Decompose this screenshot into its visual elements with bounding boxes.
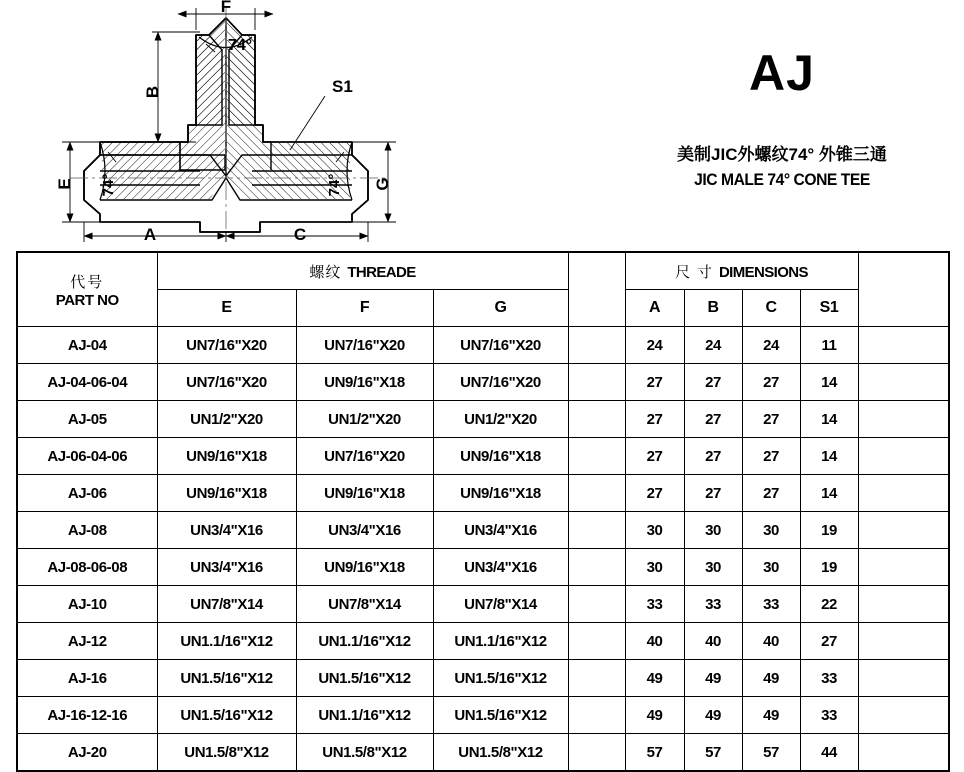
cell-dim-s1: 33: [800, 697, 858, 734]
dim-label-b: B: [143, 85, 162, 99]
trailing-column-header: [858, 252, 949, 327]
series-code: AJ: [749, 45, 815, 101]
cell-thread-g: UN1.5/8"X12: [433, 734, 568, 772]
dim-label-g: G: [373, 177, 392, 191]
header-dim-c: C: [742, 290, 800, 327]
cell-thread-f: UN3/4"X16: [296, 512, 433, 549]
header-thread-f: F: [296, 290, 433, 327]
cell-dim-s1: 27: [800, 623, 858, 660]
cell-dim-s1: 14: [800, 475, 858, 512]
cell-spacer: [568, 327, 625, 364]
cell-thread-e: UN1.5/16"X12: [157, 660, 296, 697]
callout-label-s1: S1: [332, 77, 353, 96]
cell-thread-f: UN7/16"X20: [296, 438, 433, 475]
table-subheader-row: [17, 290, 949, 327]
cell-part-no: AJ-04-06-04: [17, 364, 157, 401]
cell-dim-a: 40: [625, 623, 684, 660]
cell-thread-f: UN1/2"X20: [296, 401, 433, 438]
cell-trailing: [858, 327, 949, 364]
cell-spacer: [568, 364, 625, 401]
cell-spacer: [568, 401, 625, 438]
cell-dim-c: 27: [742, 438, 800, 475]
cell-trailing: [858, 734, 949, 772]
table-row: [17, 401, 949, 438]
table-row: [17, 327, 949, 364]
cell-dim-c: 57: [742, 734, 800, 772]
table-row: [17, 549, 949, 586]
header-part-no-cn: 代号: [70, 272, 105, 291]
cell-dim-b: 40: [684, 623, 742, 660]
cell-dim-s1: 22: [800, 586, 858, 623]
cell-dim-c: 33: [742, 586, 800, 623]
cell-dim-b: 49: [684, 697, 742, 734]
cell-dim-a: 24: [625, 327, 684, 364]
cell-dim-a: 27: [625, 475, 684, 512]
cell-spacer: [568, 438, 625, 475]
cell-thread-f: UN9/16"X18: [296, 549, 433, 586]
cell-dim-s1: 19: [800, 549, 858, 586]
table-row: [17, 660, 949, 697]
table-row: [17, 512, 949, 549]
cell-part-no: AJ-06-04-06: [17, 438, 157, 475]
cell-dim-c: 27: [742, 401, 800, 438]
cell-dim-c: 27: [742, 475, 800, 512]
cell-trailing: [858, 586, 949, 623]
dim-label-a: A: [143, 225, 157, 244]
header-dim-s1: S1: [800, 290, 858, 327]
cell-dim-c: 49: [742, 697, 800, 734]
cell-spacer: [568, 623, 625, 660]
spacer-column-header: [568, 252, 625, 327]
cell-thread-e: UN7/16"X20: [157, 327, 296, 364]
cell-thread-g: UN3/4"X16: [433, 549, 568, 586]
dim-label-e: E: [55, 178, 74, 190]
cell-dim-s1: 33: [800, 660, 858, 697]
cell-thread-g: UN9/16"X18: [433, 438, 568, 475]
cell-thread-f: UN1.1/16"X12: [296, 697, 433, 734]
header-dimensions-group: [625, 252, 858, 290]
header-thread-group-cn: 螺纹: [309, 262, 342, 281]
cell-part-no: AJ-10: [17, 586, 157, 623]
cell-dim-a: 27: [625, 438, 684, 475]
cell-thread-e: UN1.5/8"X12: [157, 734, 296, 772]
cell-part-no: AJ-05: [17, 401, 157, 438]
cell-dim-a: 27: [625, 364, 684, 401]
header-dimensions-group-cn: 尺 寸: [675, 262, 713, 281]
header-dimensions-group-en: DIMENSIONS: [718, 263, 808, 281]
header-dim-b: B: [684, 290, 742, 327]
cell-trailing: [858, 660, 949, 697]
cell-dim-b: 30: [684, 549, 742, 586]
cell-part-no: AJ-08-06-08: [17, 549, 157, 586]
cell-spacer: [568, 734, 625, 772]
table-row: [17, 438, 949, 475]
cell-dim-s1: 44: [800, 734, 858, 772]
cell-dim-a: 27: [625, 401, 684, 438]
cell-dim-a: 30: [625, 512, 684, 549]
cell-dim-c: 40: [742, 623, 800, 660]
cell-dim-c: 27: [742, 364, 800, 401]
cell-trailing: [858, 475, 949, 512]
cell-dim-a: 30: [625, 549, 684, 586]
cell-thread-g: UN7/16"X20: [433, 327, 568, 364]
cell-dim-c: 30: [742, 512, 800, 549]
dim-label-f: F: [220, 0, 232, 16]
specification-table-body: [17, 327, 949, 772]
cell-dim-a: 49: [625, 660, 684, 697]
cell-dim-b: 27: [684, 438, 742, 475]
cell-part-no: AJ-12: [17, 623, 157, 660]
cell-trailing: [858, 512, 949, 549]
dim-label-c: C: [293, 225, 307, 244]
cell-dim-s1: 14: [800, 364, 858, 401]
header-dim-a: A: [625, 290, 684, 327]
angle-label-left: 74°: [100, 173, 117, 197]
cell-thread-e: UN7/8"X14: [157, 586, 296, 623]
table-row: [17, 364, 949, 401]
header-part-no-en: PART NO: [55, 291, 119, 309]
header-thread-group: [157, 252, 568, 290]
cell-trailing: [858, 401, 949, 438]
cell-dim-s1: 19: [800, 512, 858, 549]
cell-spacer: [568, 512, 625, 549]
cell-thread-g: UN7/16"X20: [433, 364, 568, 401]
cell-dim-c: 49: [742, 660, 800, 697]
cell-thread-f: UN9/16"X18: [296, 364, 433, 401]
cell-part-no: AJ-08: [17, 512, 157, 549]
cell-thread-e: UN1.5/16"X12: [157, 697, 296, 734]
cell-thread-e: UN9/16"X18: [157, 475, 296, 512]
header-thread-g: G: [433, 290, 568, 327]
table-row: [17, 697, 949, 734]
cell-dim-b: 30: [684, 512, 742, 549]
cell-dim-b: 27: [684, 401, 742, 438]
cell-dim-b: 57: [684, 734, 742, 772]
cell-trailing: [858, 438, 949, 475]
description-chinese: 美制JIC外螺纹74° 外锥三通: [677, 145, 887, 164]
cell-thread-e: UN7/16"X20: [157, 364, 296, 401]
angle-label-top: 74°: [228, 37, 253, 54]
title-block: [600, 45, 964, 190]
cell-thread-e: UN1.1/16"X12: [157, 623, 296, 660]
cell-dim-c: 30: [742, 549, 800, 586]
description-english: JIC MALE 74° CONE TEE: [694, 170, 870, 189]
table-header-row-group: [17, 252, 949, 290]
technical-drawing: [0, 0, 600, 244]
cell-thread-g: UN1.5/16"X12: [433, 660, 568, 697]
cell-dim-s1: 11: [800, 327, 858, 364]
cell-dim-b: 49: [684, 660, 742, 697]
cell-thread-e: UN1/2"X20: [157, 401, 296, 438]
table-row: [17, 475, 949, 512]
cell-thread-f: UN9/16"X18: [296, 475, 433, 512]
cell-dim-b: 27: [684, 364, 742, 401]
cell-part-no: AJ-20: [17, 734, 157, 772]
angle-label-right: 74°: [326, 173, 343, 197]
cell-thread-e: UN3/4"X16: [157, 512, 296, 549]
cell-spacer: [568, 549, 625, 586]
cell-thread-g: UN1/2"X20: [433, 401, 568, 438]
cell-thread-e: UN9/16"X18: [157, 438, 296, 475]
cell-part-no: AJ-04: [17, 327, 157, 364]
table-row: [17, 734, 949, 772]
cell-thread-f: UN1.1/16"X12: [296, 623, 433, 660]
cell-thread-f: UN7/8"X14: [296, 586, 433, 623]
cell-thread-g: UN9/16"X18: [433, 475, 568, 512]
cell-spacer: [568, 660, 625, 697]
cell-part-no: AJ-16: [17, 660, 157, 697]
cell-dim-s1: 14: [800, 401, 858, 438]
cell-dim-a: 57: [625, 734, 684, 772]
cell-trailing: [858, 697, 949, 734]
table-row: [17, 623, 949, 660]
cell-dim-a: 33: [625, 586, 684, 623]
cell-dim-s1: 14: [800, 438, 858, 475]
table-row: [17, 586, 949, 623]
cell-dim-b: 33: [684, 586, 742, 623]
cell-dim-b: 24: [684, 327, 742, 364]
specification-table: [16, 251, 950, 772]
cell-thread-f: UN1.5/8"X12: [296, 734, 433, 772]
cell-thread-e: UN3/4"X16: [157, 549, 296, 586]
cell-thread-g: UN1.5/16"X12: [433, 697, 568, 734]
cell-trailing: [858, 623, 949, 660]
cell-thread-g: UN1.1/16"X12: [433, 623, 568, 660]
cell-part-no: AJ-06: [17, 475, 157, 512]
cell-thread-g: UN7/8"X14: [433, 586, 568, 623]
header-part-no: [17, 252, 157, 327]
cell-spacer: [568, 697, 625, 734]
cell-thread-f: UN1.5/16"X12: [296, 660, 433, 697]
cell-thread-f: UN7/16"X20: [296, 327, 433, 364]
cell-spacer: [568, 586, 625, 623]
specification-table-container: [16, 251, 948, 772]
cell-part-no: AJ-16-12-16: [17, 697, 157, 734]
tee-fitting-section-svg: [0, 0, 600, 245]
cell-trailing: [858, 364, 949, 401]
header-thread-group-en: THREADE: [347, 263, 416, 281]
cell-dim-c: 24: [742, 327, 800, 364]
cell-dim-b: 27: [684, 475, 742, 512]
header-thread-e: E: [157, 290, 296, 327]
cell-thread-g: UN3/4"X16: [433, 512, 568, 549]
cell-trailing: [858, 549, 949, 586]
cell-spacer: [568, 475, 625, 512]
cell-dim-a: 49: [625, 697, 684, 734]
